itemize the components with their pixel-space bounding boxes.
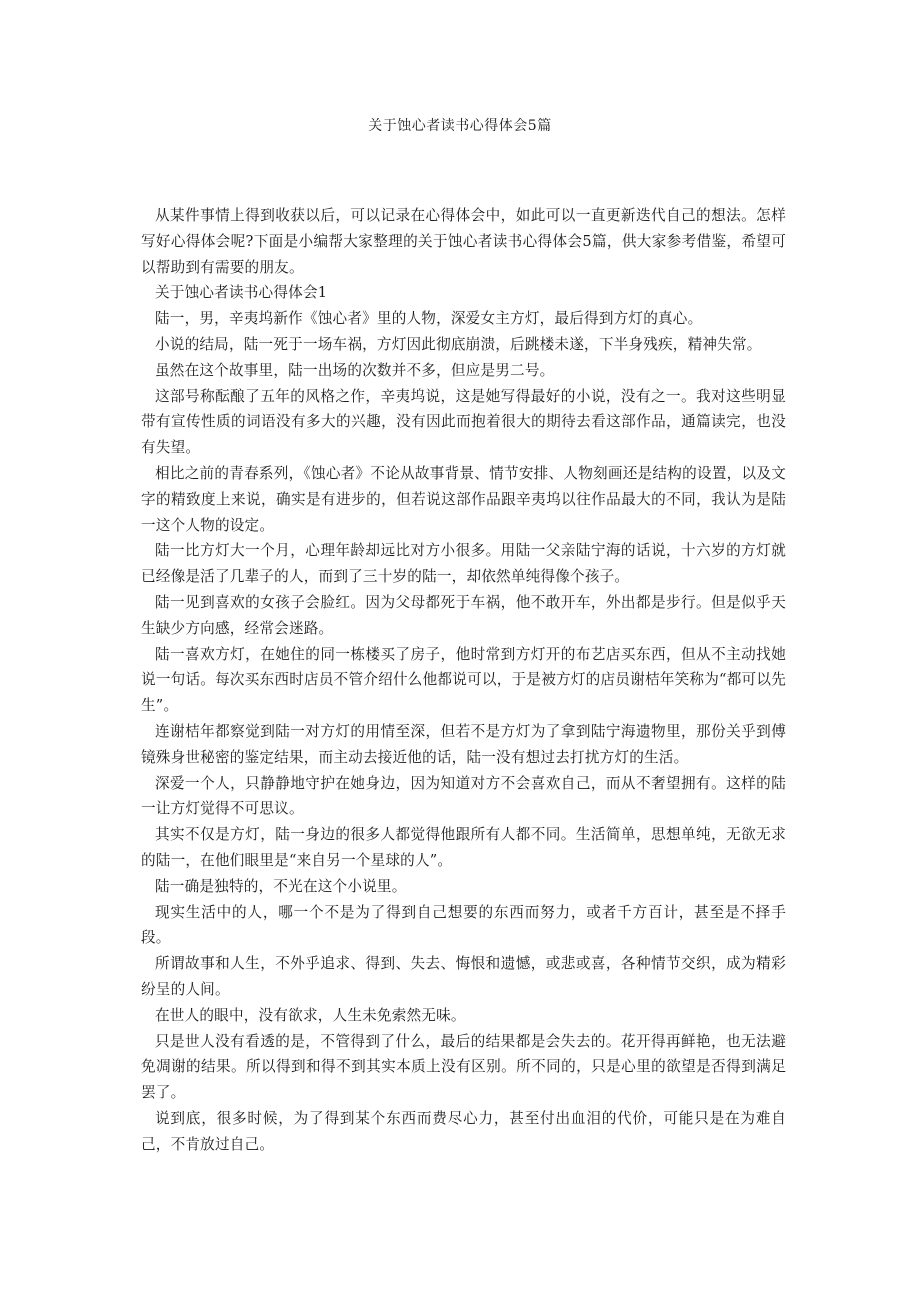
paragraph: 相比之前的青春系列，《蚀心者》不论从故事背景、情节安排、人物刻画还是结构的设置，以及文字的精致度上来说，确实是有进步的，但若说这部作品跟辛夷坞以往作品最大的不同，我认为是陆一这个人物的设定。 <box>141 464 786 534</box>
paragraph: 其实不仅是方灯，陆一身边的很多人都觉得他跟所有人都不同。生活简单，思想单纯，无欲无求的陆一，在他们眼里是“来自另一个星球的人”。 <box>141 826 786 869</box>
document-body <box>141 203 786 1157</box>
paragraph: 陆一，男，辛夷坞新作《蚀心者》里的人物，深爱女主方灯，最后得到方灯的真心。 <box>155 310 703 328</box>
paragraph: 说到底，很多时候，为了得到某个东西而费尽心力，甚至付出血泪的代价，可能只是在为难自己，不肯放过自己。 <box>141 1109 786 1153</box>
paragraph: 陆一确是独特的，不光在这个小说里。 <box>155 877 407 895</box>
document-title: 关于蚀心者读书心得体会5篇 <box>368 118 552 134</box>
paragraph: 只是世人没有看透的是，不管得到了什么，最后的结果都是会失去的。花开得再鲜艳，也无法避免凋谢的结果。所以得到和得不到其实本质上没有区别。所不同的，只是心里的欲望是否得到满足罢了。 <box>141 1032 786 1102</box>
section-heading: 关于蚀心者读书心得体会1 <box>155 284 328 302</box>
paragraph: 所谓故事和人生，不外乎追求、得到、失去、悔恨和遗憾，或悲或喜，各种情节交织，成为精彩纷呈的人间。 <box>141 955 786 998</box>
paragraph: 现实生活中的人，哪一个不是为了得到自己想要的东西而努力，或者千方百计，甚至是不择手段。 <box>141 903 786 947</box>
paragraph: 在世人的眼中，没有欲求，人生未免索然无味。 <box>155 1006 466 1024</box>
paragraph: 陆一喜欢方灯，在她住的同一栋楼买了房子，他时常到方灯开的布艺店买东西，但从不主动找她说一句话。每次买东西时店员不管介绍什么他都说可以，于是被方灯的店员谢桔年笑称为“都可以先生”。 <box>141 645 786 715</box>
paragraph: 连谢桔年都察觉到陆一对方灯的用情至深，但若不是方灯为了拿到陆宁海遗物里，那份关乎到傅镜殊身世秘密的鉴定结果，而主动去接近他的话，陆一没有想过去打扰方灯的生活。 <box>141 722 786 766</box>
paragraph: 深爱一个人，只静静地守护在她身边，因为知道对方不会喜欢自己，而从不奢望拥有。这样的陆一让方灯觉得不可思议。 <box>141 774 786 818</box>
paragraph: 陆一比方灯大一个月，心理年龄却远比对方小很多。用陆一父亲陆宁海的话说，十六岁的方灯就已经像是活了几辈子的人，而到了三十岁的陆一，却依然单纯得像个孩子。 <box>141 542 786 586</box>
paragraph: 这部号称酝酿了五年的风格之作，辛夷坞说，这是她写得最好的小说，没有之一。我对这些明显带有宣传性质的词语没有多大的兴趣，没有因此而抱着很大的期待去看这部作品，通篇读完，也没有失望。 <box>141 387 786 457</box>
paragraph: 虽然在这个故事里，陆一出场的次数并不多，但应是男二号。 <box>155 361 555 379</box>
paragraph: 陆一见到喜欢的女孩子会脸红。因为父母都死于车祸，他不敢开车，外出都是步行。但是似乎天生缺少方向感，经常会迷路。 <box>141 593 786 637</box>
paragraph: 小说的结局，陆一死于一场车祸，方灯因此彻底崩溃，后跳楼未遂，下半身残疾，精神失常。 <box>155 335 762 353</box>
paragraph: 从某件事情上得到收获以后，可以记录在心得体会中，如此可以一直更新迭代自己的想法。怎样写好心得体会呢?下面是小编帮大家整理的关于蚀心者读书心得体会5篇，供大家参考借鉴，希望可以帮助到有需要的朋友。 <box>141 207 786 276</box>
